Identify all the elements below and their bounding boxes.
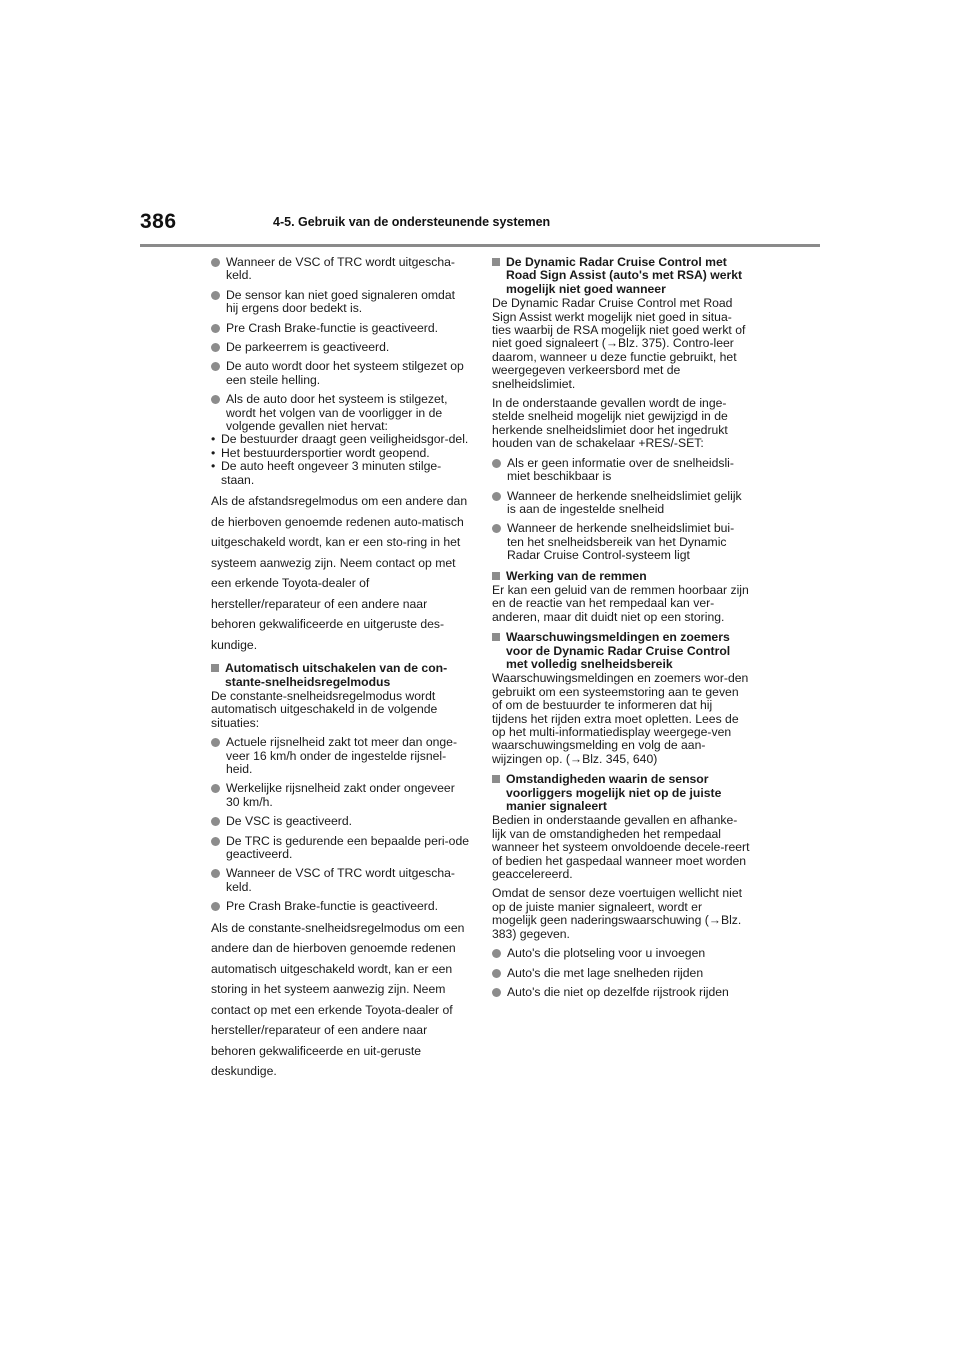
square-bullet-icon <box>492 258 500 266</box>
list-item: De sensor kan niet goed signaleren omdat hij ergens door bedekt is. <box>211 289 469 316</box>
list-item: Wanneer de herkende snelheidslimiet gelijk is aan de ingestelde snelheid <box>492 490 750 517</box>
bullet-icon <box>211 324 220 333</box>
paragraph: Bedien in onderstaande gevallen en afhanke-lijk van de omstandigheden het rempedaal wanneer het systeem onvoldoende decele-reert of bedien het gaspedaal wanneer moet worden geaccelereerd. <box>492 813 750 882</box>
bullet-icon <box>211 395 220 404</box>
dash-icon: • <box>211 445 216 460</box>
bullet-icon <box>211 817 220 826</box>
square-bullet-icon <box>492 633 500 641</box>
list-item: Actuele rijsnelheid zakt tot meer dan onge-veer 16 km/h onder de ingestelde rijsnel-heid. <box>211 736 469 776</box>
subheading: Automatisch uitschakelen van de con-stante-snelheidsregelmodus <box>211 662 469 689</box>
paragraph: Er kan een geluid van de remmen hoorbaar zijn en de reactie van het rempedaal kan ver-anderen, maar dit duidt niet op een storing. <box>492 582 749 624</box>
square-bullet-icon <box>211 664 219 672</box>
left-column <box>211 256 469 1088</box>
paragraph: Waarschuwingsmeldingen en zoemers wor-den gebruikt om een systeemstoring aan te geven of om de bestuurder te informeren dat hij tijdens het rijden extra moet opletten. Lees de op het multi-informatiedisplay weergege-ven waarschuwingsmelding en volg de aan-wijzingen op. (→Blz. 345, 640) <box>492 671 749 766</box>
bullet-icon <box>492 524 501 533</box>
bullet-icon <box>211 837 220 846</box>
bullet-icon <box>211 291 220 300</box>
list-item: De parkeerrem is geactiveerd. <box>211 341 469 354</box>
list-item: De auto wordt door het systeem stilgezet op een steile helling. <box>211 360 469 387</box>
subheading: Omstandigheden waarin de sensor voorliggers mogelijk niet op de juiste manier signaleert <box>492 773 750 813</box>
square-bullet-icon <box>492 775 500 783</box>
right-column <box>492 256 750 1005</box>
bullet-icon <box>211 343 220 352</box>
list-item: Pre Crash Brake-functie is geactiveerd. <box>211 900 469 913</box>
subheading: Waarschuwingsmeldingen en zoemers voor de Dynamic Radar Cruise Control met volledig snelheidsbereik <box>492 631 750 671</box>
list-item: Als er geen informatie over de snelheidsli-miet beschikbaar is <box>492 457 750 484</box>
bullet-icon <box>211 784 220 793</box>
bullet-icon <box>492 988 501 997</box>
paragraph: Als de constante-snelheidsregelmodus om een andere dan de hierboven genoemde redenen automatisch uitgeschakeld wordt, kan er een storing in het systeem aanwezig zijn. Neem contact op met een erkende Toyota-dealer of hersteller/reparateur of een andere naar behoren gekwalificeerde en uit-geruste deskundige. <box>211 920 465 1079</box>
sub-list-item: • De bestuurder draagt geen veiligheidsgor-del. <box>211 432 469 447</box>
bullet-icon <box>211 258 220 267</box>
list-item: Auto's die met lage snelheden rijden <box>492 967 750 980</box>
list-item: Pre Crash Brake-functie is geactiveerd. <box>211 322 469 335</box>
list-item: Wanneer de herkende snelheidslimiet bui-ten het snelheidsbereik van het Dynamic Radar Cruise Control-systeem ligt <box>492 522 750 562</box>
subheading: Werking van de remmen <box>492 570 750 583</box>
page-header <box>140 210 820 248</box>
list-item: Auto's die plotseling voor u invoegen <box>492 947 750 960</box>
dash-icon: • <box>211 459 216 474</box>
header-divider <box>140 244 820 247</box>
paragraph: De Dynamic Radar Cruise Control met Road Sign Assist werkt mogelijk niet goed in situa-ties waarbij de RSA mogelijk niet goed werkt of niet goed signaleert (→Blz. 375). Contro-leer daarom, wanneer u deze functie gebruikt, het weergegeven verkeersbord met de snelheidslimiet. <box>492 296 746 391</box>
list-item: Als de auto door het systeem is stilgezet, wordt het volgen van de voorligger in de volgende gevallen niet hervat: <box>211 393 469 433</box>
list-item: De VSC is geactiveerd. <box>211 815 469 828</box>
bullet-icon <box>492 492 501 501</box>
paragraph: Omdat de sensor deze voertuigen wellicht niet op de juiste manier signaleert, wordt er mogelijk geen naderingswaarschuwing (→Blz. 383) gegeven. <box>492 886 742 941</box>
bullet-icon <box>211 869 220 878</box>
bullet-icon <box>211 362 220 371</box>
dash-icon: • <box>211 432 216 447</box>
bullet-icon <box>492 969 501 978</box>
bullet-icon <box>211 902 220 911</box>
bullet-icon <box>492 949 501 958</box>
square-bullet-icon <box>492 572 500 580</box>
subheading: De Dynamic Radar Cruise Control met Road Sign Assist (auto's met RSA) werkt mogelijk niet goed wanneer <box>492 256 750 296</box>
list-item: Wanneer de VSC of TRC wordt uitgescha-keld. <box>211 256 469 283</box>
bullet-icon <box>492 459 501 468</box>
bullet-icon <box>211 738 220 747</box>
section-title: 4-5. Gebruik van de ondersteunende systemen <box>273 215 551 229</box>
paragraph: De constante-snelheidsregelmodus wordt automatisch uitgeschakeld in de volgende situaties: <box>211 688 438 730</box>
paragraph: In de onderstaande gevallen wordt de inge-stelde snelheid mogelijk niet gewijzigd in de herkende snelheidslimiet door het ingedrukt houden van de schakelaar +RES/-SET: <box>492 396 728 451</box>
page-number: 386 <box>140 210 177 233</box>
list-item: Auto's die niet op dezelfde rijstrook rijden <box>492 986 750 999</box>
list-item: De TRC is gedurende een bepaalde peri-ode geactiveerd. <box>211 835 469 862</box>
list-item: Wanneer de VSC of TRC wordt uitgescha-keld. <box>211 867 469 894</box>
paragraph: Als de afstandsregelmodus om een andere dan de hierboven genoemde redenen auto-matisch uitgeschakeld wordt, kan er een sto-ring in het systeem aanwezig zijn. Neem contact op met een erkende Toyota-dealer of hersteller/reparateur of een andere naar behoren gekwalificeerde en uitgeruste des-kundige. <box>211 494 468 652</box>
sub-list-item: • De auto heeft ongeveer 3 minuten stilge-staan. <box>211 459 442 487</box>
sub-list-item: • Het bestuurdersportier wordt geopend. <box>211 445 430 460</box>
list-item: Werkelijke rijsnelheid zakt onder ongeveer 30 km/h. <box>211 782 469 809</box>
